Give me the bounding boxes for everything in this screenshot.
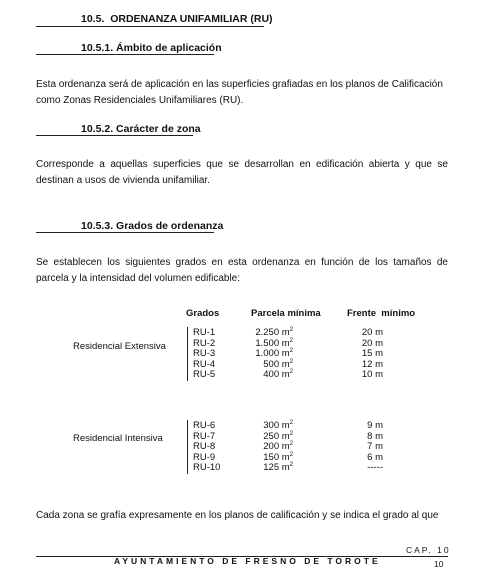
parcel-column-intensiva bbox=[240, 421, 293, 474]
table-cell-grade: RU-6 bbox=[193, 420, 216, 431]
table-cell-front: 7 m bbox=[367, 441, 383, 452]
table-header-front: Frente mínimo bbox=[347, 308, 416, 319]
front-column-intensiva bbox=[345, 421, 383, 474]
table-cell-grade: RU-8 bbox=[193, 441, 216, 452]
group-label-intensiva: Residencial Intensiva bbox=[73, 433, 163, 444]
table-cell-parcel: 125 $m^2$ bbox=[263, 461, 293, 473]
group-label-extensiva: Residencial Extensiva bbox=[73, 341, 166, 352]
unit-superscript: 2 bbox=[289, 368, 293, 375]
subsection-1-text: Esta ordenanza será de aplicación en las superficies grafiadas en los planos de Calificación como Zonas Residenciales Unifamiliares (RU). bbox=[36, 79, 443, 106]
table-cell-parcel: 500 $m^2$ bbox=[263, 358, 293, 370]
unit-superscript: 2 bbox=[289, 451, 293, 458]
unit-superscript: 2 bbox=[289, 358, 293, 365]
table-cell-grade: RU-10 bbox=[193, 462, 221, 473]
table-cell-parcel: 1.500 $m^2$ bbox=[255, 337, 293, 349]
table-cell-grade: RU-2 bbox=[193, 337, 216, 349]
table-cell-grade: RU-4 bbox=[193, 358, 216, 370]
table-header-grades: Grados bbox=[186, 308, 220, 319]
subsection-2-heading: 10.5.2. Carácter de zona bbox=[81, 123, 201, 135]
subsection-1-heading: 10.5.1. Ámbito de aplicación bbox=[81, 42, 222, 54]
table-cell-front: 8 m bbox=[367, 430, 383, 442]
table-cell-front: 12 m bbox=[361, 358, 383, 370]
table-cell-parcel: 250 $m^2$ bbox=[263, 430, 293, 442]
grades-column-intensiva bbox=[193, 421, 233, 474]
table-header-parcel: Parcela mínima bbox=[251, 308, 321, 319]
table-cell-grade: RU-5 bbox=[193, 369, 216, 380]
group-bracket-intensiva bbox=[187, 420, 188, 474]
table-cell-parcel: 400 $m^2$ bbox=[263, 368, 293, 380]
unit-superscript: 2 bbox=[289, 337, 293, 344]
table-cell-grade: RU-7 bbox=[193, 430, 216, 442]
table-cell-parcel: 300 $m^2$ bbox=[263, 419, 293, 431]
subsection-3-text: Se establecen los siguientes grados en esta ordenanza en función de los tamaños de parcela y la intensidad del volumen edificable: bbox=[36, 257, 448, 284]
section-title: ORDENANZA UNIFAMILIAR (RU) bbox=[110, 13, 273, 25]
table-cell-front: 20 m bbox=[361, 337, 383, 349]
table-cell-parcel: 1.000 $m^2$ bbox=[255, 347, 293, 359]
table-cell-front: 6 m bbox=[367, 451, 383, 463]
table-cell-parcel: 2.250 $m^2$ bbox=[255, 326, 293, 338]
subsection-3-heading: 10.5.3. Grados de ordenanza bbox=[81, 220, 224, 232]
section-number: 10.5. bbox=[81, 13, 105, 25]
grades-column-extensiva bbox=[193, 328, 233, 381]
unit-superscript: 2 bbox=[289, 347, 293, 354]
table-cell-parcel: 200 $m^2$ bbox=[263, 440, 293, 452]
table-cell-grade: RU-3 bbox=[193, 348, 216, 359]
chapter-label: CAP. 10 bbox=[406, 545, 451, 555]
table-cell-parcel: 150 $m^2$ bbox=[263, 451, 293, 463]
table-cell-grade: RU-9 bbox=[193, 451, 216, 463]
unit-superscript: 2 bbox=[289, 419, 293, 426]
unit-superscript: 2 bbox=[289, 461, 293, 468]
front-column-extensiva bbox=[345, 328, 383, 381]
table-cell-front: 9 m bbox=[367, 420, 383, 431]
table-cell-front: ----- bbox=[367, 462, 383, 473]
unit-superscript: 2 bbox=[289, 430, 293, 437]
table-cell-front: 10 m bbox=[361, 369, 383, 380]
subsection-2-text: Corresponde a aquellas superficies que se desarrollan en edificación abierta y que se destinan a usos de vivienda unifamiliar. bbox=[36, 159, 448, 186]
table-cell-grade: RU-1 bbox=[193, 327, 216, 338]
closing-text: Cada zona se grafía expresamente en los planos de calificación y se indica el grado al que bbox=[36, 510, 439, 521]
page-number: 10 bbox=[434, 559, 444, 569]
unit-superscript: 2 bbox=[289, 440, 293, 447]
parcel-column-extensiva bbox=[240, 328, 293, 381]
footer-organization: AYUNTAMIENTO DE FRESNO DE TOROTE bbox=[114, 556, 381, 566]
unit-superscript: 2 bbox=[289, 326, 293, 333]
section-heading bbox=[81, 13, 273, 25]
table-cell-front: 15 m bbox=[361, 348, 383, 359]
group-bracket-extensiva bbox=[187, 327, 188, 381]
table-cell-front: 20 m bbox=[361, 327, 383, 338]
